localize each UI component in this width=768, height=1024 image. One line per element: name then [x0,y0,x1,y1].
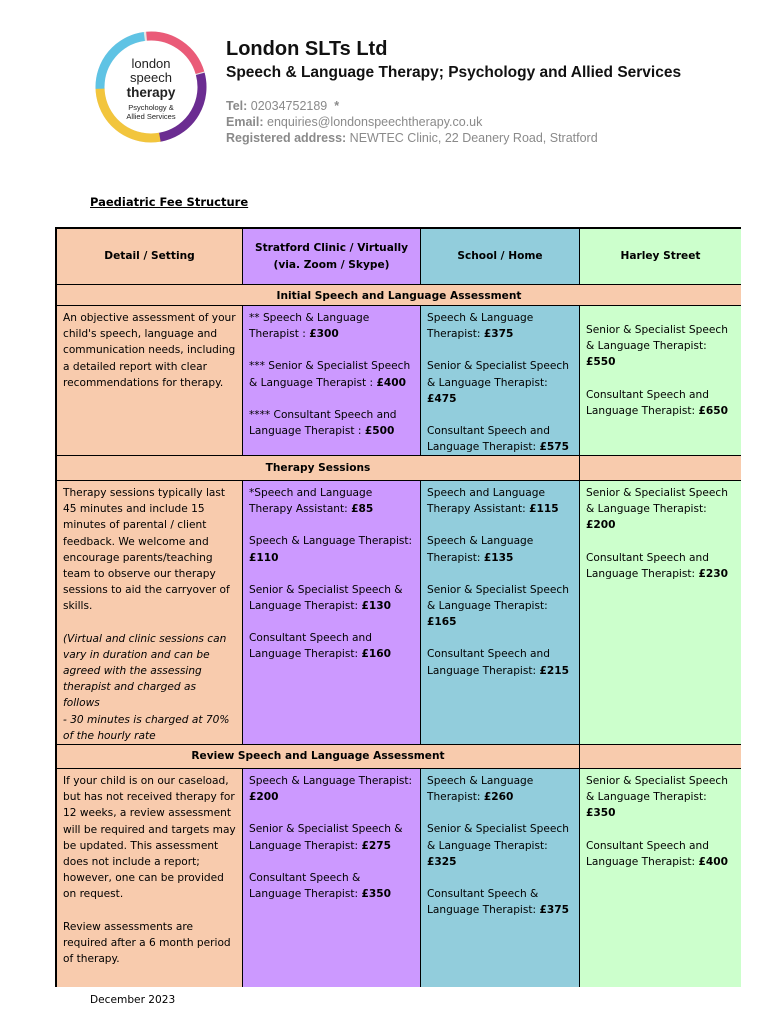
email-value[interactable]: enquiries@londonspeechtherapy.co.uk [267,115,483,129]
fee-item: Speech & Language Therapist: £375 [427,312,534,341]
addr-label: Registered address: [226,131,347,145]
logo-line5: Allied Services [126,112,176,121]
fee-item: ** Speech & Language Therapist : £300 [249,312,370,341]
tel-value: 02034752189 [250,99,328,113]
therapy-detail [57,481,243,745]
tel-label: Tel: [226,99,248,113]
initial-clinic [243,306,421,456]
logo-line4: Psychology & [128,103,174,112]
therapy-detail-text: Therapy sessions typically last 45 minutes and include 15 minutes of parental / client feedback. We welcome and encourage parents/teaching team to observe our therapy sessions to aid the carryover of skills. [63,487,230,613]
fee-table [55,227,741,987]
fee-item: Consultant Speech and Language Therapist: £215 [427,648,569,677]
review-detail-text: If your child is on our caseload, but has not received therapy for 12 weeks, a review assessment will be required and targets may be updated. This assessment does not include a report; however, one can be provided on request. [63,775,236,901]
fee-item: Consultant Speech and Language Therapist: £230 [586,551,728,580]
fee-item: Senior & Specialist Speech & Language Therapist: £200 [586,487,728,532]
logo-ring [92,26,210,148]
fee-item: Consultant Speech and Language Therapist: £650 [586,388,728,417]
section-review-blank [580,745,741,769]
logo-line1: london [131,56,171,71]
email [226,115,482,129]
review-school [421,769,580,987]
fee-item: Consultant Speech & Language Therapist: £350 [249,871,391,901]
therapy-harley [580,481,741,745]
logo-line3: therapy [126,85,176,100]
fee-item: Senior & Specialist Speech & Language Therapist: £275 [249,823,403,852]
fee-item: Senior & Specialist Speech & Language Therapist: £350 [586,775,728,820]
fee-item: Consultant Speech and Language Therapist: £400 [586,839,728,868]
addr-value: NEWTEC Clinic, 22 Deanery Road, Stratford [349,131,598,145]
footer-date: December 2023 [90,994,176,1006]
company-name: London SLTs Ltd [226,38,388,60]
fee-item: Consultant Speech and Language Therapist: £575 [427,425,569,454]
therapy-note-2: - 30 minutes is charged at 70% of the hourly rate [63,713,230,742]
fee-item: Senior & Specialist Speech & Language Therapist: £165 [427,583,569,629]
fee-item: Speech and Language Therapy Assistant: £115 [427,487,559,516]
fee-item: Senior & Specialist Speech & Language Therapist: £325 [427,823,569,868]
initial-harley [580,306,741,456]
header-harley: Harley Street [580,229,741,285]
email-label: Email: [226,115,264,129]
fee-item: Speech & Language Therapist: £110 [249,535,413,564]
fee-item: Speech & Language Therapist: £135 [427,535,534,564]
telephone [226,99,339,113]
header-detail: Detail / Setting [57,229,243,285]
fee-item: Speech & Language Therapist: £200 [249,775,413,804]
fee-item: Senior & Specialist Speech & Language Therapist: £130 [249,583,403,613]
initial-detail [57,306,243,456]
therapy-clinic [243,481,421,745]
logo-line2: speech [130,70,172,85]
fee-item: Senior & Specialist Speech & Language Therapist: £550 [586,324,728,369]
company-tagline: Speech & Language Therapy; Psychology and Allied Services [226,64,682,81]
section-review: Review Speech and Language Assessment [57,745,580,769]
tel-mark: * [334,99,340,113]
fee-item: **** Consultant Speech and Language Therapist : £500 [249,408,397,438]
section-therapy: Therapy Sessions [57,456,580,481]
page-title: Paediatric Fee Structure [90,195,249,209]
therapy-note-1: (Virtual and clinic sessions can vary in duration and can be agreed with the assessing therapist and charged as follows [63,632,227,710]
section-initial: Initial Speech and Language Assessment [57,285,741,306]
fee-item: *Speech and Language Therapy Assistant: £85 [249,487,374,516]
header-school: School / Home [421,229,580,285]
review-detail [57,769,243,987]
review-clinic [243,769,421,987]
company-logo [92,26,210,148]
initial-detail-text: An objective assessment of your child's speech, language and communication needs, including a detailed report with clear recommendations for therapy. [63,312,236,389]
header-clinic: Stratford Clinic / Virtually (via. Zoom / Skype) [243,229,421,285]
review-detail-text-2: Review assessments are required after a 6 month period of therapy. [63,920,231,966]
initial-school [421,306,580,456]
fee-item: Consultant Speech & Language Therapist: £375 [427,888,569,917]
section-therapy-blank [580,456,741,481]
therapy-school [421,481,580,745]
registered-address [226,131,598,145]
fee-item: Senior & Specialist Speech & Language Therapist: £475 [427,360,569,405]
fee-item: Speech & Language Therapist: £260 [427,775,534,804]
fee-item: *** Senior & Specialist Speech & Language Therapist : £400 [249,360,411,389]
review-harley [580,769,741,987]
fee-item: Consultant Speech and Language Therapist: £160 [249,632,391,661]
